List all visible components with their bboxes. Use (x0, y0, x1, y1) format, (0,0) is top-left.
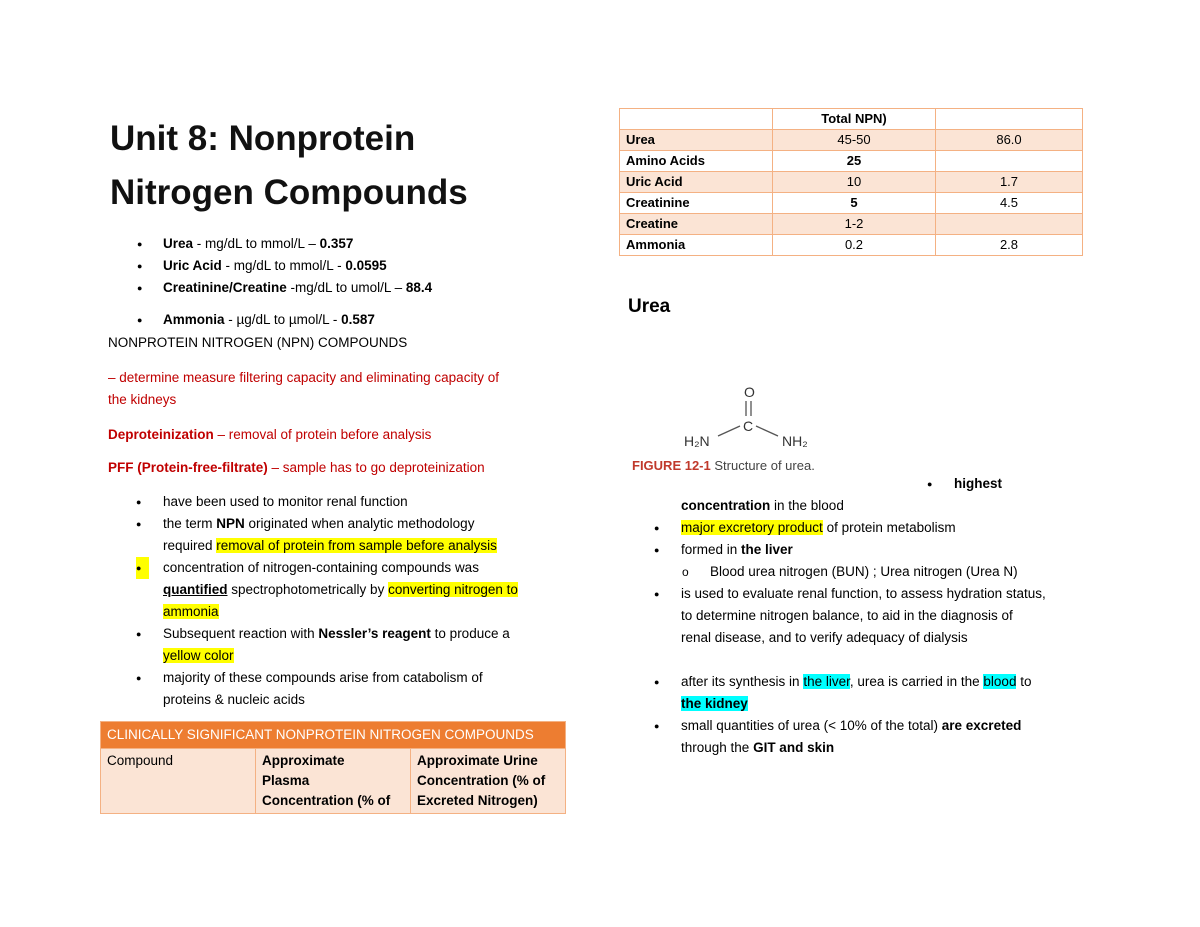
table-row: Creatinine 5 4.5 (620, 193, 1083, 214)
list-item-continuation: concentration in the blood (681, 498, 844, 513)
table-title: CLINICALLY SIGNIFICANT NONPROTEIN NITROGEN COMPOUNDS (101, 722, 566, 749)
deproteinization-definition: Deproteinization – removal of protein before analysis (108, 427, 432, 442)
list-item: ● is used to evaluate renal function, to assess hydration status, to determine nitrogen balance, to aid in the diagnosis of renal disease, and to verify adequacy of dialysis (654, 583, 1104, 649)
table-header-row (101, 722, 566, 749)
table-row: Ammonia 0.2 2.8 (620, 235, 1083, 256)
list-item: ● small quantities of urea (< 10% of the total) are excreted through the GIT and skin (654, 715, 1104, 759)
npn-bullet-list (136, 491, 576, 711)
urea-bullet-list (654, 495, 1104, 759)
npn-compounds-table (100, 721, 566, 814)
npn-definition: – determine measure filtering capacity and eliminating capacity of the kidneys (108, 370, 499, 407)
amine-left-label: H₂N (684, 433, 710, 449)
list-item: ● highest (927, 473, 1002, 495)
npn-heading: NONPROTEIN NITROGEN (NPN) COMPOUNDS (108, 335, 408, 350)
conversion-list (130, 233, 432, 331)
table-row: Creatine 1-2 (620, 214, 1083, 235)
table-row (620, 109, 1083, 130)
table-row: Amino Acids 25 (620, 151, 1083, 172)
list-item: ● have been used to monitor renal function (136, 491, 576, 513)
column-header-total-npn: Total NPN) (773, 109, 936, 130)
urea-heading: Urea (628, 296, 671, 317)
column-header-compound: Compound (101, 749, 256, 814)
title-line-2: Nitrogen Compounds (110, 173, 468, 212)
table-row: Urea 45-50 86.0 (620, 130, 1083, 151)
conversion-item: ● Uric Acid - mg/dL to mmol/L - 0.0595 (130, 255, 432, 277)
npn-values-table (619, 108, 1083, 256)
carbon-label: C (743, 418, 754, 434)
list-item: ● the term NPN originated when analytic methodology required removal of protein from sample before analysis (136, 513, 576, 557)
conversion-item: ● Ammonia - µg/dL to µmol/L - 0.587 (130, 309, 432, 331)
bond-left (718, 426, 740, 436)
figure-caption: FIGURE 12-1 Structure of urea. (632, 458, 815, 473)
column-header-urine: Approximate Urine Concentration (% of Excreted Nitrogen) (411, 749, 566, 814)
bond-right (756, 426, 778, 436)
list-item: ● formed in the liver (654, 539, 1104, 561)
conversion-item: ● Urea - mg/dL to mmol/L – 0.357 (130, 233, 432, 255)
pff-definition: PFF (Protein-free-filtrate) – sample has to go deproteinization (108, 460, 485, 475)
table-row (101, 749, 566, 814)
urea-first-bullet (927, 473, 1002, 495)
oxygen-label: O (744, 384, 755, 400)
sub-list-item: o Blood urea nitrogen (BUN) ; Urea nitrogen (Urea N) (654, 561, 1104, 583)
list-item: ● Subsequent reaction with Nessler’s reagent to produce a yellow color (136, 623, 576, 667)
list-item: ● after its synthesis in the liver, urea is carried in the blood to the kidney (654, 671, 1104, 715)
list-item: ● majority of these compounds arise from catabolism of proteins & nucleic acids (136, 667, 576, 711)
title-line-1: Unit 8: Nonprotein (110, 119, 416, 158)
page-title (110, 112, 468, 220)
list-item: ● concentration of nitrogen-containing compounds was quantified spectrophotometrically by converting nitrogen to ammonia (136, 557, 576, 623)
conversion-item: ● Creatinine/Creatine -mg/dL to umol/L – 88.4 (130, 277, 432, 299)
urea-structure-figure (630, 380, 880, 480)
amine-right-label: NH₂ (782, 433, 808, 449)
list-item: ● major excretory product of protein metabolism (654, 517, 1104, 539)
column-header-plasma: Approximate Plasma Concentration (% of (256, 749, 411, 814)
table-row: Uric Acid 10 1.7 (620, 172, 1083, 193)
